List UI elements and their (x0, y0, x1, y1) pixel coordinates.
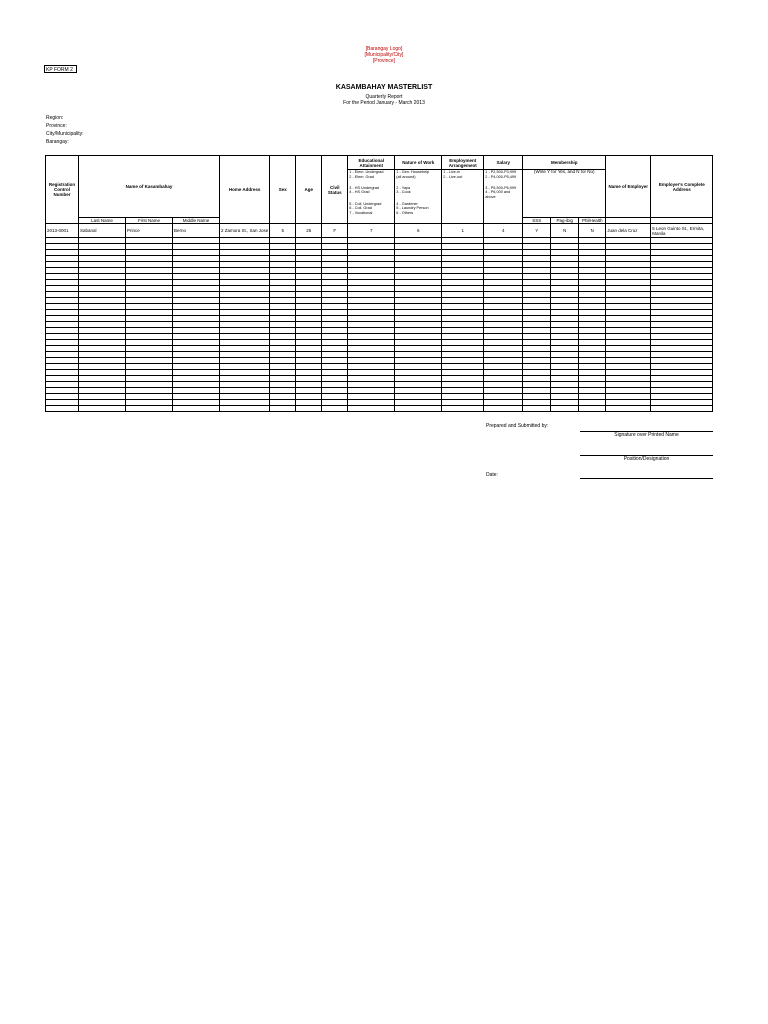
table-row (46, 224, 713, 238)
form-code-box: KP FORM 2 (44, 65, 77, 73)
subheader-philhealth: PhilHealth (579, 218, 606, 224)
empty-cell[interactable] (606, 406, 651, 412)
position-label: Position/Designation (623, 456, 670, 462)
col-header-civil-status: Civil Status (322, 156, 348, 224)
cell-age[interactable]: 25 (296, 224, 322, 238)
empty-cell[interactable] (220, 406, 270, 412)
cell-arrangement[interactable]: 1 (442, 224, 484, 238)
table-header (46, 156, 713, 224)
cell-sex[interactable]: 5 (270, 224, 296, 238)
date-line (580, 478, 713, 479)
col-header-registration: Registration Control Number (46, 156, 79, 224)
col-header-employer: Name of Employer (606, 156, 651, 218)
legend-education-2: 3 - HS Undergrad 4 - HS Grad (348, 186, 395, 202)
empty-cell[interactable] (322, 406, 348, 412)
empty-cell[interactable] (46, 406, 79, 412)
col-header-employer-address: Employer's Complete Address (651, 156, 713, 218)
empty-cell[interactable] (395, 406, 442, 412)
cell-pagibig[interactable]: N (551, 224, 579, 238)
cell-salary[interactable]: 4 (484, 224, 523, 238)
empty-cell[interactable] (296, 406, 322, 412)
empty-rows (46, 238, 713, 412)
cell-philhealth[interactable]: N (579, 224, 606, 238)
col-header-address: Home Address (220, 156, 270, 224)
col-header-nature-of-work: Nature of Work (395, 156, 442, 170)
location-city-label: City/Municipality: (46, 131, 84, 137)
empty-cell[interactable] (651, 406, 713, 412)
col-header-salary: Salary (484, 156, 523, 170)
cell-first-name[interactable]: Prince (126, 224, 173, 238)
table-row-empty (46, 406, 713, 412)
empty-cell[interactable] (442, 406, 484, 412)
empty-cell[interactable] (126, 406, 173, 412)
prepared-by-label: Prepared and Submitted by: (486, 423, 549, 429)
empty-cell[interactable] (579, 406, 606, 412)
subheader-last-name: Last Name (79, 218, 126, 224)
empty-cell[interactable] (79, 406, 126, 412)
cell-education[interactable]: 7 (348, 224, 395, 238)
subheader-middle-name: Middle Name (173, 218, 220, 224)
location-region-label: Region: (46, 115, 64, 121)
cell-address[interactable]: 2 Zamora St., San Jose (220, 224, 270, 238)
date-label: Date: (486, 472, 498, 478)
logo-placeholder-barangay: [Barangay Logo] (365, 46, 403, 52)
empty-cell[interactable] (348, 406, 395, 412)
legend-salary-blank (484, 202, 523, 218)
report-subtitle: Quarterly Report (365, 94, 403, 100)
membership-note: (Write Y for Yes, and N for No) (523, 170, 606, 218)
legend-work-3: 4 - Gardener 5 - Laundry Person 6 - Others (395, 202, 442, 224)
cell-last-name[interactable]: Sabanal (79, 224, 126, 238)
cell-employer-address[interactable]: 5 Leon Guinto St., Ermita, Manila (651, 224, 713, 238)
cell-sss[interactable]: Y (523, 224, 551, 238)
legend-education-3: 5 - Coll. Undergrad 6 - Coll. Grad 7 - Vocational (348, 202, 395, 224)
cell-work[interactable]: 6 (395, 224, 442, 238)
legend-arrangement: 1 - Live-in 2 - Live-out (442, 170, 484, 218)
legend-salary-2: 3 - P5,500-P6,999 4 - P6,000 and above (484, 186, 523, 202)
empty-cell[interactable] (173, 406, 220, 412)
empty-cell[interactable] (484, 406, 523, 412)
legend-salary-1: 1 - P2,500-P3,999 2 - P4,000-P5,499 (484, 170, 523, 186)
col-header-membership: Membership (523, 156, 606, 170)
cell-civil-status[interactable]: F (322, 224, 348, 238)
table-body (46, 224, 713, 238)
empty-cell[interactable] (551, 406, 579, 412)
subheader-sss: SSS (523, 218, 551, 224)
legend-education-1: 1 - Elem. Undergrad 2 - Elem. Grad (348, 170, 395, 186)
legend-work-2: 2 - Yaya 3 - Cook (395, 186, 442, 202)
cell-middle-name[interactable]: Berno (173, 224, 220, 238)
empty-cell[interactable] (270, 406, 296, 412)
col-header-age: Age (296, 156, 322, 224)
location-province-label: Province: (46, 123, 67, 129)
signature-label: Signature over Printed Name (614, 432, 679, 438)
cell-reg-no[interactable]: 2013-0001 (46, 224, 79, 238)
logo-placeholder-municipality: [Municipality/City] (364, 52, 404, 58)
col-header-sex: Sex (270, 156, 296, 224)
page-title: KASAMBAHAY MASTERLIST (335, 84, 433, 91)
col-header-employment-arrangement: Employment Arrangement (442, 156, 484, 170)
subheader-pagibig: Pag-ibig (551, 218, 579, 224)
location-barangay-label: Barangay: (46, 139, 69, 145)
empty-cell[interactable] (523, 406, 551, 412)
subheader-first-name: First Name (126, 218, 173, 224)
legend-work-1: 1 - Gen. Househelp (all around) (395, 170, 442, 186)
cell-employer[interactable]: Juan dela Cruz (606, 224, 651, 238)
col-header-educational-attainment: Educational Attainment (348, 156, 395, 170)
kasambahay-masterlist-table (45, 155, 713, 412)
logo-placeholder-province: [Province] (372, 58, 396, 64)
col-header-name: Name of Kasambahay (79, 156, 220, 218)
report-period: For the Period January - March 2013 (343, 100, 425, 106)
